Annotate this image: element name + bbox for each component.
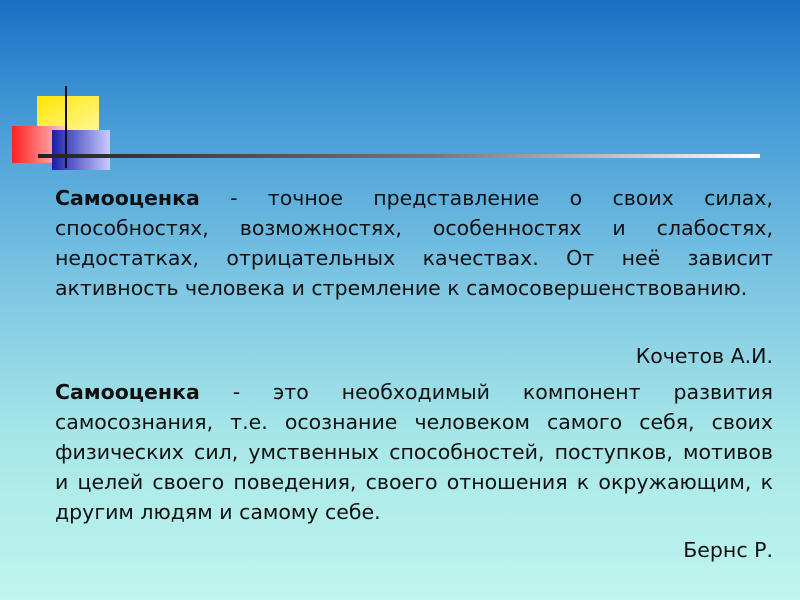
term-2: Самооценка <box>55 380 200 404</box>
author-2: Бернс Р. <box>683 538 773 562</box>
definition-paragraph-2 <box>55 377 773 527</box>
definition-text-1: - точное представление о своих силах, способностях, возможностях, особенностях и слабостях, недостатках, отрицательных качествах. От неё зависит активность человека и стремление к самосовершенствованию. <box>55 186 773 300</box>
decorative-squares <box>0 0 800 170</box>
definition-text-2: - это необходимый компонент развития самосознания, т.е. осознание человеком самого себя, своих физических сил, умственных способностей, поступков, мотивов и целей своего поведения, своего отношения к окружающим, к другим людям и самому себе. <box>55 380 773 524</box>
author-1: Кочетов А.И. <box>635 344 773 368</box>
definition-paragraph-1 <box>55 183 773 303</box>
blue-square <box>52 130 110 170</box>
horizontal-line <box>38 154 760 158</box>
term-1: Самооценка <box>55 186 200 210</box>
